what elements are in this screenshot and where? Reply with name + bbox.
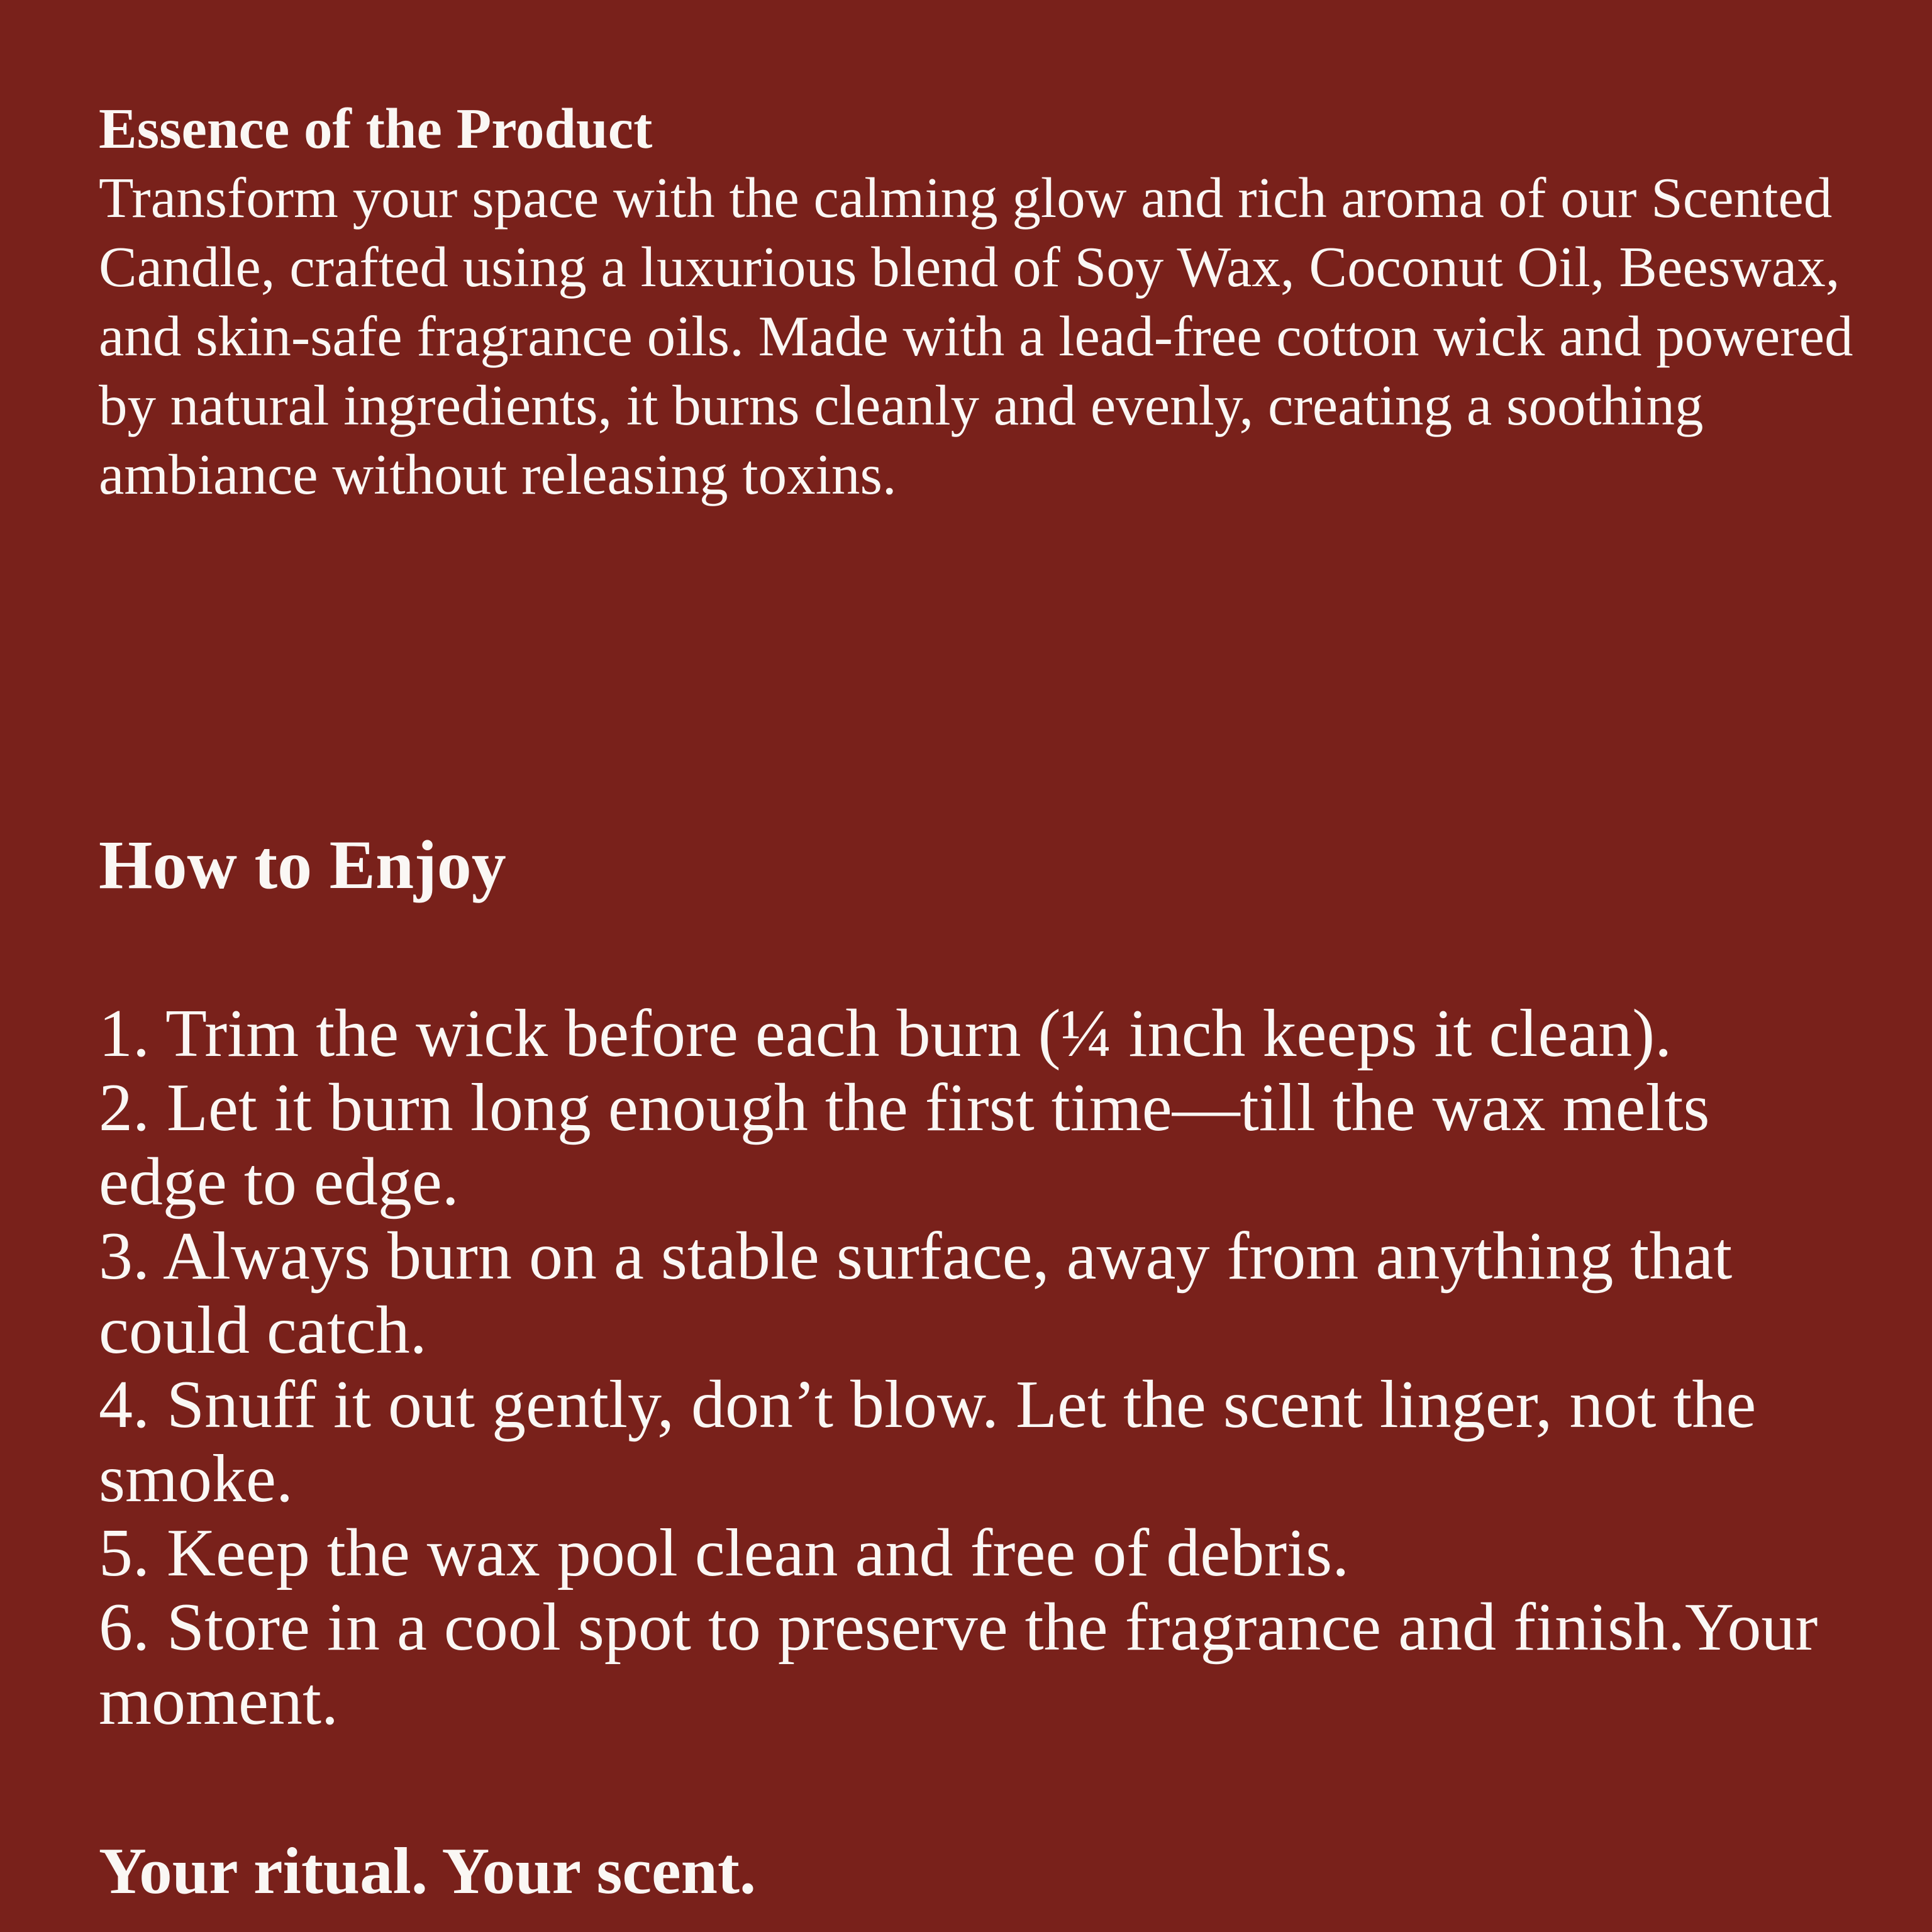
how-to-enjoy-steps: [99, 997, 1831, 1739]
step-item-6: 6. Store in a cool spot to preserve the fragrance and finish.Your moment.: [99, 1590, 1818, 1739]
step-item-2: 2. Let it burn long enough the first time—till the wax melts edge to edge.: [99, 1070, 1710, 1219]
step-item-5: 5. Keep the wax pool clean and free of debris.: [99, 1516, 1350, 1591]
essence-section: [99, 94, 1932, 509]
tagline: Your ritual. Your scent.: [99, 1834, 757, 1907]
step-item-4: 4. Snuff it out gently, don’t blow. Let the scent linger, not the smoke.: [99, 1367, 1757, 1516]
how-to-enjoy-section: [99, 824, 1932, 1739]
step-item-1: 1. Trim the wick before each burn (¼ inch keeps it clean).: [99, 996, 1672, 1071]
essence-heading: Essence of the Product: [99, 97, 653, 160]
step-item-3: 3. Always burn on a stable surface, away from anything that could catch.: [99, 1219, 1733, 1368]
how-to-enjoy-heading: How to Enjoy: [99, 826, 506, 903]
essence-body-paragraph: Transform your space with the calming glow and rich aroma of our Scented Candle, crafted using a luxurious blend of Soy Wax, Coconut Oil, Beeswax, and skin-safe fragrance oils. Made with a lead-free cotton wick and powered by natural ingredients, it burns cleanly and evenly, creating a soothing ambiance without releasing toxins.: [99, 166, 1853, 506]
